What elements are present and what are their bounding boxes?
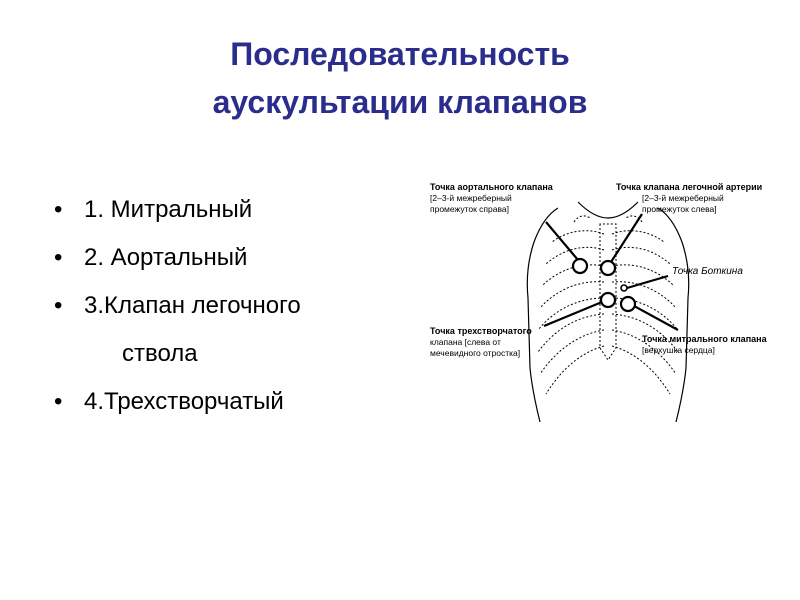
bullet-marker: • [54,244,63,271]
list-item-text: 3.Клапан легочного [84,292,301,319]
tricuspid-label-line-3: мечевидного отростка] [430,348,521,358]
pulmonary-label-line-2: [2–3-й межреберный [642,193,724,203]
bullet-marker: • [54,388,63,415]
thorax-outline [527,202,689,422]
tricuspid-point-circle [601,293,615,307]
pulmonary-label [616,182,762,214]
slide-title-line-1: Последовательность [230,36,570,72]
list-item-pulmonary-continuation [52,330,432,378]
pulmonary-label-line-1: Точка клапана легочной артерии [616,182,763,192]
list-item-aortic [52,234,432,282]
list-item-text: 1. Митральный [84,196,253,223]
list-item-pulmonary [52,282,432,330]
bullet-marker: • [54,292,63,319]
list-item-mitral [52,186,432,234]
tricuspid-label-line-2: клапана [слева от [430,337,501,347]
chest-diagram [428,178,788,430]
mitral-label-line-2: [верхушка сердца] [642,345,715,355]
list-item-text: 2. Аортальный [84,244,248,271]
aortic-point-circle [573,259,587,273]
mitral-label-line-1: Точка митрального клапана [642,334,767,344]
slide-title [0,30,800,126]
tricuspid-label [430,326,532,358]
list-item-text: ствола [122,340,198,367]
aortic-label-line-3: промежуток справа] [430,204,509,214]
bullet-marker: • [54,196,63,223]
slide-title-line-2: аускультации клапанов [212,84,588,120]
mitral-point-circle [621,297,635,311]
aortic-label-line-2: [2–3-й межреберный [430,193,512,203]
botkin-label: Точка Боткина [672,266,743,277]
tricuspid-label-line-1: Точка трехстворчатого [430,326,532,336]
pulmonary-point-circle [601,261,615,275]
aortic-label [430,182,554,214]
mitral-label [642,334,768,355]
pulmonary-label-line-3: промежуток слева] [642,204,717,214]
list-item-text: 4.Трехстворчатый [84,388,284,415]
list-item-tricuspid [52,378,432,426]
valve-sequence-list [52,186,432,426]
aortic-label-line-1: Точка аортального клапана [430,182,553,192]
botkin-point-circle [621,285,627,291]
auscultation-points-figure [428,178,788,430]
